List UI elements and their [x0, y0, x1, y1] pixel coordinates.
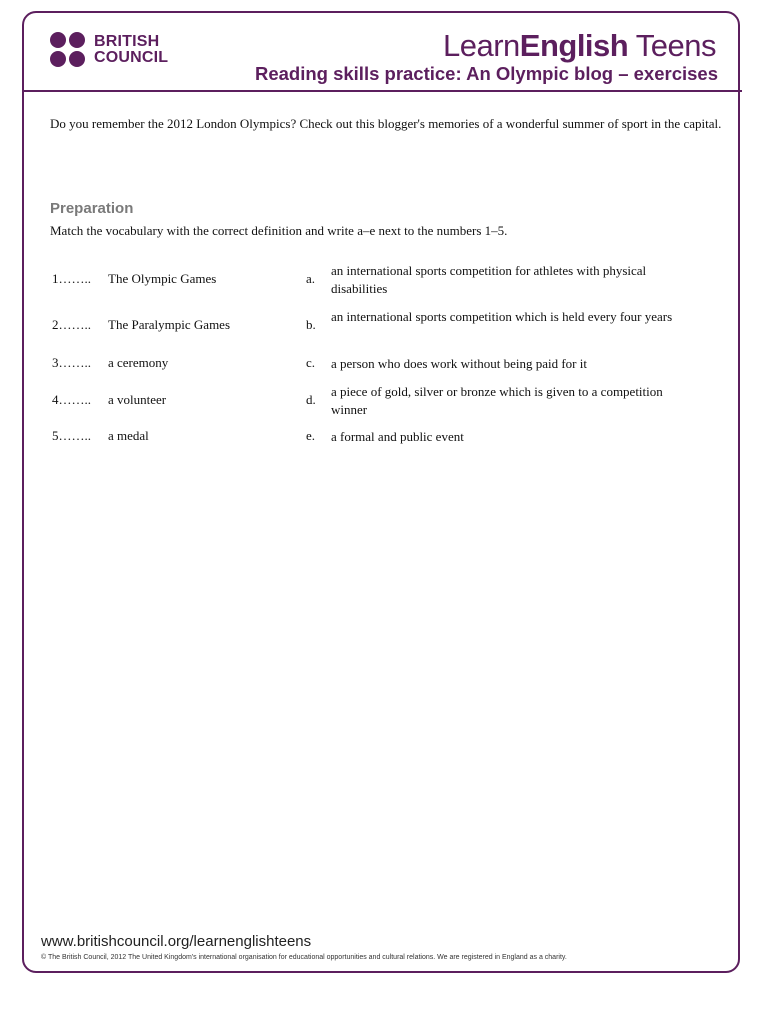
answer-blank: 2……..	[52, 317, 91, 332]
definition-text: an international sports competition for athletes with physical disabilities	[331, 263, 647, 296]
brand-english: English	[519, 28, 629, 63]
definition-text: a piece of gold, silver or bronze which is given to a competition winner	[331, 384, 663, 417]
preparation-instruction: Match the vocabulary with the correct definition and write a–e next to the numbers 1–5.	[50, 223, 508, 238]
answer-blank: 5……..	[52, 428, 91, 443]
definition-text: a person who does work without being paid for it	[331, 356, 587, 371]
vocab-term: a medal	[108, 428, 149, 443]
footer-url[interactable]: www.britishcouncil.org/learnenglishteens	[41, 933, 312, 950]
vocab-term: The Olympic Games	[108, 271, 217, 286]
preparation-heading: Preparation	[50, 200, 134, 217]
intro-paragraph: Do you remember the 2012 London Olympics? Check out this blogger's memories of a wonderful summer of sport in the capital.	[50, 116, 722, 131]
document-title: Reading skills practice: An Olympic blog – exercises	[254, 63, 718, 84]
answer-blank: 4……..	[52, 392, 91, 407]
page-frame	[22, 11, 740, 973]
header-divider	[22, 90, 742, 92]
definition-letter: e.	[306, 428, 316, 443]
vocab-term: a ceremony	[108, 355, 169, 370]
brand-learn: Learn	[442, 28, 520, 63]
british-council-logo	[50, 32, 168, 68]
logo-line-1: BRITISH	[94, 33, 160, 50]
footer-copyright: © The British Council, 2012 The United Kingdom's international organisation for educational opportunities and cultural relations. We are registered in England as a charity.	[41, 954, 567, 961]
vocab-term: a volunteer	[108, 392, 167, 407]
answer-blank: 3……..	[52, 355, 91, 370]
logo-line-2: COUNCIL	[94, 49, 169, 66]
definition-text: an international sports competition which is held every four years	[331, 309, 673, 324]
answer-blank: 1……..	[52, 271, 91, 286]
learnenglish-teens-brand	[443, 28, 716, 64]
definition-letter: a.	[306, 271, 316, 286]
logo-text	[94, 34, 168, 66]
vocab-term: The Paralympic Games	[108, 317, 231, 332]
definition-letter: b.	[306, 317, 316, 332]
definition-letter: d.	[306, 392, 316, 407]
british-council-logo-icon	[50, 32, 88, 68]
brand-teens: Teens	[628, 28, 716, 63]
definition-letter: c.	[306, 355, 316, 370]
definition-text: a formal and public event	[331, 429, 464, 444]
